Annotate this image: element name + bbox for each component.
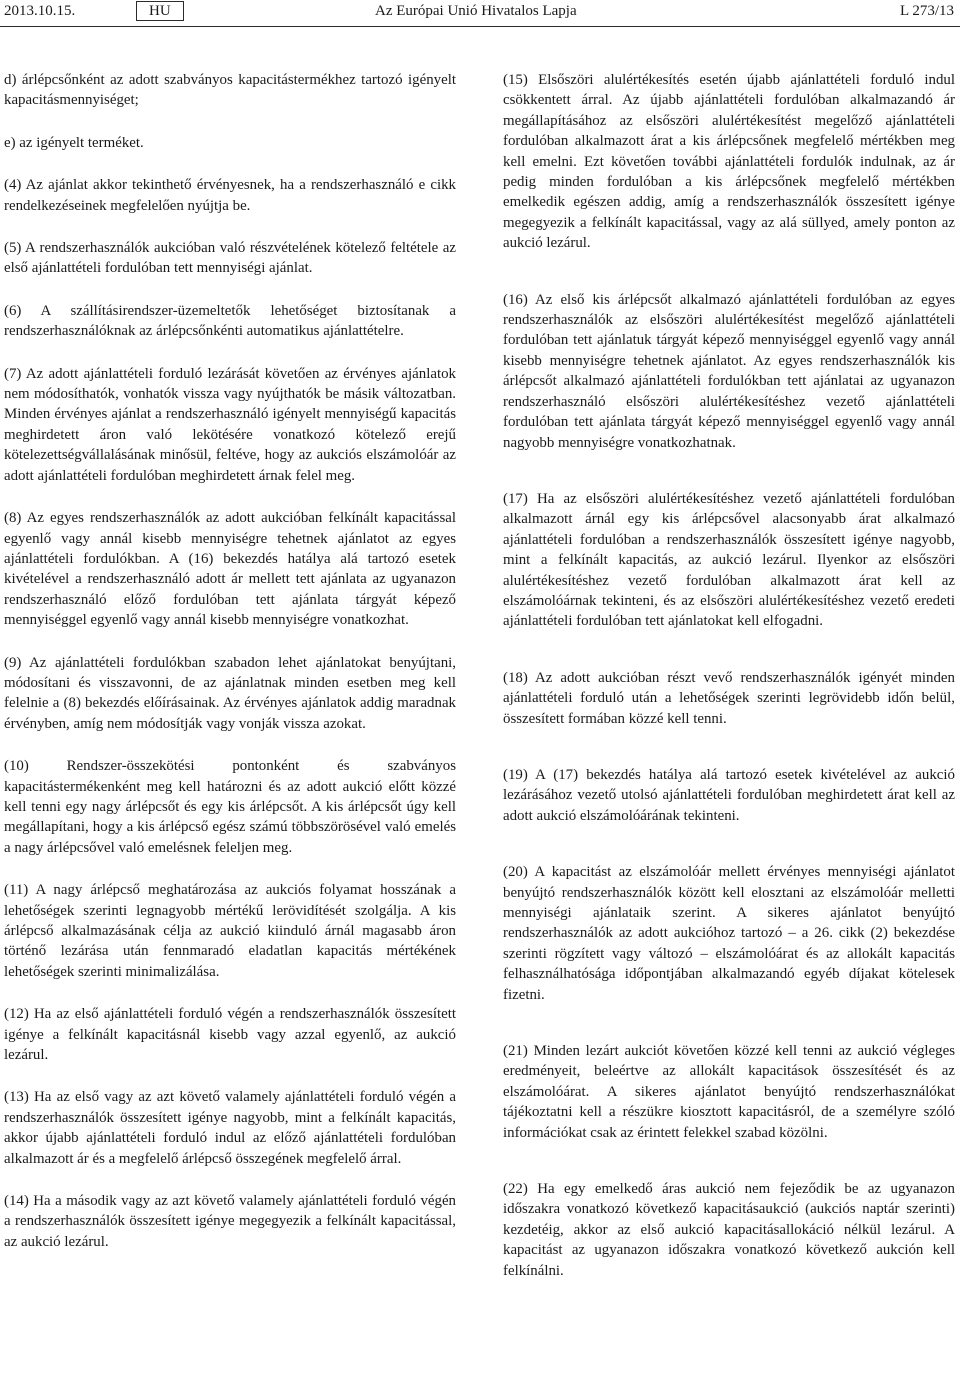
paragraph-11: (11) A nagy árlépcső meghatározása az aukciós folyamat hosszának a lehetőségek szerinti legnagyobb mértékű lerövidítését szolgálja. A kis árlépcső alkalmazásának célja az aukció kiinduló árnál magasabb áron történő lezárása után fennmaradó eladatlan kapacitás mértékének lehetőségek szerinti minimalizálása. xyxy=(4,882,456,980)
paragraph-16: (16) Az első kis árlépcsőt alkalmazó ajánlattételi fordulóban az egyes rendszerhasználók az elsőszöri alulértékesítést megelőző ajánlattételi fordulóban tett ajánlatuk tárgyát képező mennyiséggel egyenlő vagy annál kisebb mennyiségre tehetnek ajánlatot. Az egyes rendszerhasználók kis árlépcsőt alkalmazó ajánlattételi fordulókban tett ajánlatai az ugyanazon rendszerhasználó elsőszöri alulértékesítéshez vezető ajánlattételi fordulóban tett ajánlata tárgyát képező mennyiséggel egyenlő vagy annál nagyobb mennyiségre vonatkozhatnak. xyxy=(503,291,955,451)
paragraph-4: (4) Az ajánlat akkor tekinthető érvényesnek, ha a rendszerhasználó e cikk rendelkezéseinek megfelelően nyújtja be. xyxy=(4,177,456,214)
journal-title: Az Európai Unió Hivatalos Lapja xyxy=(375,3,577,19)
paragraph-3d: d) árlépcsőnként az adott szabványos kapacitástermékhez tartozó igényelt kapacitásmennyiséget; xyxy=(4,72,456,109)
publication-date: 2013.10.15. xyxy=(4,3,76,19)
paragraph-6: (6) A szállításirendszer-üzemeltetők lehetőséget biztosítanak a rendszerhasználóknak az árlépcsőnkénti automatikus ajánlattételre. xyxy=(4,302,456,340)
left-column xyxy=(4,70,456,1274)
paragraph-20: (20) A kapacitást az elszámolóár mellett érvényes mennyiségi ajánlatot benyújtó rendszerhasználók között kell elosztani az elszámolóár melletti mennyiségi ajánlataik szerint. A sikeres ajánlatot benyújtó rendszerhasználók az adott aukcióhoz tartozó – a 26. cikk (2) bekezdése szerinti rögzített vagy változó – elszámolóárat és az allokált kapacitás felhasználhatósága időpontjában alkalmazandó egyéb díjakat kötelesek fizetni. xyxy=(503,864,955,1003)
paragraph-18: (18) Az adott aukcióban részt vevő rendszerhasználók igényét minden ajánlattételi forduló után a lehetőségek szerinti legrövidebb időn belül, összesített formában közzé kell tenni. xyxy=(503,669,955,727)
paragraph-3e: e) az igényelt terméket. xyxy=(4,134,144,151)
paragraph-21: (21) Minden lezárt aukciót követően közzé kell tenni az aukció végleges eredményeit, beleértve az allokált kapacitások összesítését és az elszámolóárat. A sikeres ajánlatot benyújtó rendszerhasználókat tájékoztatni kell a részükre kiosztott kapacitásról, de a személyre szóló információkat csak az érintett felekkel szabad közölni. xyxy=(503,1043,955,1141)
paragraph-7: (7) Az adott ajánlattételi forduló lezárását követően az érvényes ajánlatok nem módosíthatók, vonhatók vissza vagy nyújthatók be másik változatban. Minden érvényes ajánlat a rendszerhasználó igényelt mennyiségű kapacitás meghirdetett áron való lekötésére vonatkozó kötelező erejű kötelezettségvállalásának minősül, feltéve, hogy az aukciós elszámolóár az adott ajánlattételi fordulóban meghirdetett árnak felel meg. xyxy=(4,365,456,484)
paragraph-12: (12) Ha az első ajánlattételi forduló végén a rendszerhasználók összesített igénye a felkínált kapacitásnál kisebb vagy azzal egyenlő, az aukció lezárul. xyxy=(4,1006,456,1064)
paragraph-8: (8) Az egyes rendszerhasználók az adott aukcióban felkínált kapacitással egyenlő vagy annál kisebb mennyiségre tehetnek ajánlatot az egyes ajánlattételi fordulókban. A (16) bekezdés hatálya alá tartozó esetek kivételével a rendszerhasználó adott ár mellett tett ajánlata az ugyanazon rendszerhasználó előző fordulóban tett ajánlata tárgyát képező mennyiséggel egyenlő vagy annál kisebb mennyiségre vonatkozhat. xyxy=(4,510,456,629)
paragraph-15: (15) Elsőszöri alulértékesítés esetén újabb ajánlattételi forduló indul csökkentett árral. Az újabb ajánlattételi fordulóban alkalmazandó ár megállapításához az elsőszöri alulértékesítést megelőző ajánlattételi fordulóban alkalmazott árat a kis árlépcsőnek megfelelő mértékben meg kell emelni. Ezt követően további ajánlattételi fordulók indulnak, az ár pedig minden fordulóban a kis árlépcsőnek megfelelő mértékben emelkedik egészen addig, amíg a rendszerhasználók összesített igénye megegyezik a felkínált kapacitással, vagy az alá süllyed, amely ponton az aukció lezárul. xyxy=(503,72,955,252)
paragraph-9: (9) Az ajánlattételi fordulókban szabadon lehet ajánlatokat benyújtani, módosítani és visszavonni, de az ajánlatnak minden esetben meg kell felelnie a (8) bekezdés előírásainak. Az érvényes ajánlatok addig maradnak érvényben, amíg nem módosítják vagy vonják vissza azokat. xyxy=(4,654,456,732)
paragraph-17: (17) Ha az elsőszöri alulértékesítéshez vezető ajánlattételi fordulóban alkalmazott árnál egy kis árlépcsővel alacsonyabb árat alkalmazó ajánlattételi fordulóban a rendszerhasználók összesített igénye nagyobb, mint a felkínált kapacitás, az aukció lezárul. Ilyenkor az elsőszöri alulértékesítéshez vezető fordulóban alkalmazott árat kell az elszámolóárnak tekinteni, és az elsőszöri alulértékesítéshez vezető eredeti ajánlattételi fordulóban tett ajánlatokat kell elfogadni. xyxy=(503,490,955,630)
page-header xyxy=(0,0,960,27)
paragraph-13: (13) Ha az első vagy az azt követő valamely ajánlattételi forduló végén a rendszerhasználók összesített igénye nagyobb, mint a felkínált kapacitás, akkor újabb ajánlattételi forduló indul az előző ajánlattételi fordulóban alkalmazott ár és a megfelelő árlépcső összegének megfelelő árral. xyxy=(4,1089,456,1167)
paragraph-19: (19) A (17) bekezdés hatálya alá tartozó esetek kivételével az aukció lezárásához vezető utolsó ajánlattételi fordulóban meghirdetett árat kell az adott aukció elszámolóárának tekinteni. xyxy=(503,766,955,824)
paragraph-10: (10) Rendszer-összekötési pontonként és szabványos kapacitástermékenként meg kell határozni és az adott aukció előtt közzé kell tenni egy nagy árlépcsőt és egy kis árlépcsőt. A kis árlépcsőt úgy kell megállapítani, hogy a kis árlépcső egész számú többszörösével való emelés a nagy árlépcsővel való emelésnek feleljen meg. xyxy=(4,758,456,856)
paragraph-22: (22) Ha egy emelkedő áras aukció nem fejeződik be az ugyanazon időszakra vonatkozó következő kapacitásaukció (aukciós naptár szerinti) kezdetéig, akkor az első aukció kapacitásallokáció nélkül lezárul. A kapacitást az ugyanazon időszakra vonatkozó következő aukción kell felkínálni. xyxy=(503,1181,955,1279)
paragraph-14: (14) Ha a második vagy az azt követő valamely ajánlattételi forduló végén a rendszerhasználók összesített igénye megegyezik a felkínált kapacitással, az aukció lezárul. xyxy=(4,1193,456,1250)
language-badge: HU xyxy=(136,1,184,21)
right-column xyxy=(503,70,955,1317)
paragraph-5: (5) A rendszerhasználók aukcióban való részvételének kötelező feltétele az első ajánlattételi fordulóban tett mennyiségi ajánlat. xyxy=(4,240,456,277)
page-number: L 273/13 xyxy=(899,3,954,19)
